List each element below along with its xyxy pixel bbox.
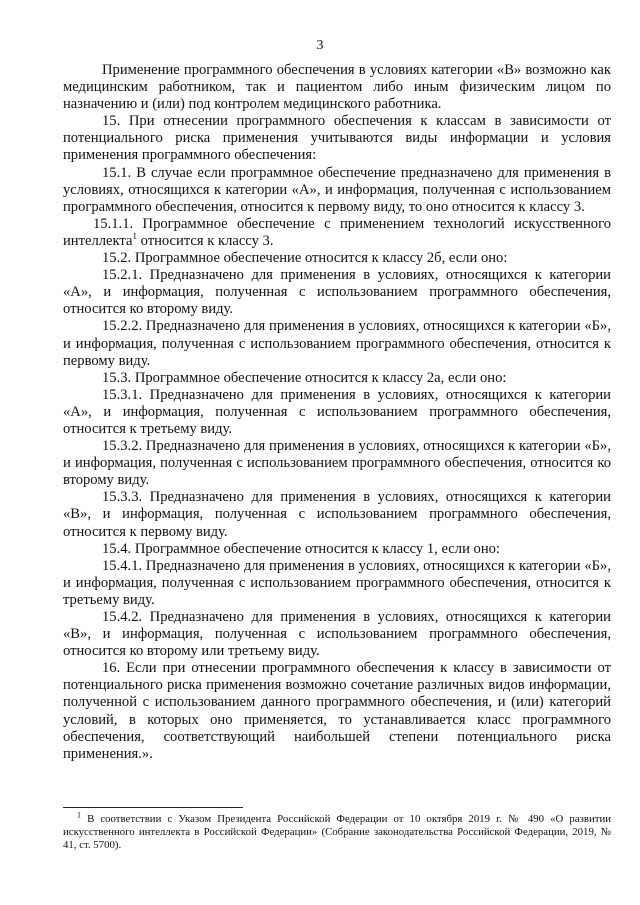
paragraph-15-1-1 <box>63 216 611 250</box>
paragraph-15-3: 15.3. Программное обеспечение относится к классу 2а, если оно: <box>102 369 507 386</box>
page-number: 3 <box>316 38 324 53</box>
paragraph-15-2-1: 15.2.1. Предназначено для применения в условиях, относящихся к категории «А», и информация, полученная с использованием программного обеспечения, относится ко второму виду. <box>63 267 611 318</box>
footnote-text: В соответствии с Указом Президента Российской Федерации от 10 октября 2019 г. № 490 «О развитии искусственного интеллекта в Российской Федерации» (Собрание законодательства Российской Федерации, 2019, № 41, ст. 5700). <box>63 813 611 852</box>
footnote-divider <box>63 807 243 808</box>
paragraph-15: 15. При отнесении программного обеспечения к классам в зависимости от потенциального риска применения учитываются виды информации и условия применения программного обеспечения: <box>63 113 611 164</box>
paragraph-15-4: 15.4. Программное обеспечение относится к классу 1, если оно: <box>102 540 500 557</box>
paragraph-15-4-1: 15.4.1. Предназначено для применения в условиях, относящихся к категории «Б», и информация, полученная с использованием программного обеспечения, относится к третьему виду. <box>63 557 611 608</box>
footnote-mark: 1 <box>77 810 81 820</box>
paragraph-15-2: 15.2. Программное обеспечение относится к классу 2б, если оно: <box>102 250 508 267</box>
paragraph-category-v-usage: Применение программного обеспечения в условиях категории «В» возможно как медицинским работником, так и пациентом либо иным физическим лицом по назначению и (или) под контролем медицинского работника. <box>63 62 611 113</box>
document-body <box>63 62 611 763</box>
paragraph-15-1-1-tail: относится к классу 3. <box>136 232 274 249</box>
paragraph-15-3-1: 15.3.1. Предназначено для применения в условиях, относящихся к категории «А», и информация, полученная с использованием программного обеспечения, относится к третьему виду. <box>63 386 611 437</box>
paragraph-15-4-2: 15.4.2. Предназначено для применения в условиях, относящихся к категории «В», и информация, полученная с использованием программного обеспечения, относится ко второму или третьему виду. <box>63 609 611 660</box>
footnote <box>63 810 611 853</box>
footnote-reference: 1 <box>132 231 137 242</box>
paragraph-15-3-2: 15.3.2. Предназначено для применения в условиях, относящихся к категории «Б», и информация, полученная с использованием программного обеспечения, относится ко второму виду. <box>63 438 611 489</box>
paragraph-16: 16. Если при отнесении программного обеспечения к классу в зависимости от потенциального риска применения возможно сочетание различных видов информации, полученной с использованием данного программного обеспечения, и (или) категорий условий, в которых оно применяется, то устанавливается класс программного обеспечения, соответствующий наибольшей степени потенциального риска применения.». <box>63 660 611 762</box>
paragraph-15-2-2: 15.2.2. Предназначено для применения в условиях, относящихся к категории «Б», и информация, полученная с использованием программного обеспечения, относится к первому виду. <box>63 318 611 369</box>
paragraph-15-1-1-text: 15.1.1. Программное обеспечение с применением технологий искусственного интеллекта <box>63 215 611 249</box>
paragraph-15-1: 15.1. В случае если программное обеспечение предназначено для применения в условиях, относящихся к категории «А», и информация, полученная с использованием программного обеспечения, относится к первому виду, то оно относится к классу 3. <box>63 164 611 215</box>
paragraph-15-3-3: 15.3.3. Предназначено для применения в условиях, относящихся к категории «В», и информация, полученная с использованием программного обеспечения, относится к первому виду. <box>63 489 611 540</box>
